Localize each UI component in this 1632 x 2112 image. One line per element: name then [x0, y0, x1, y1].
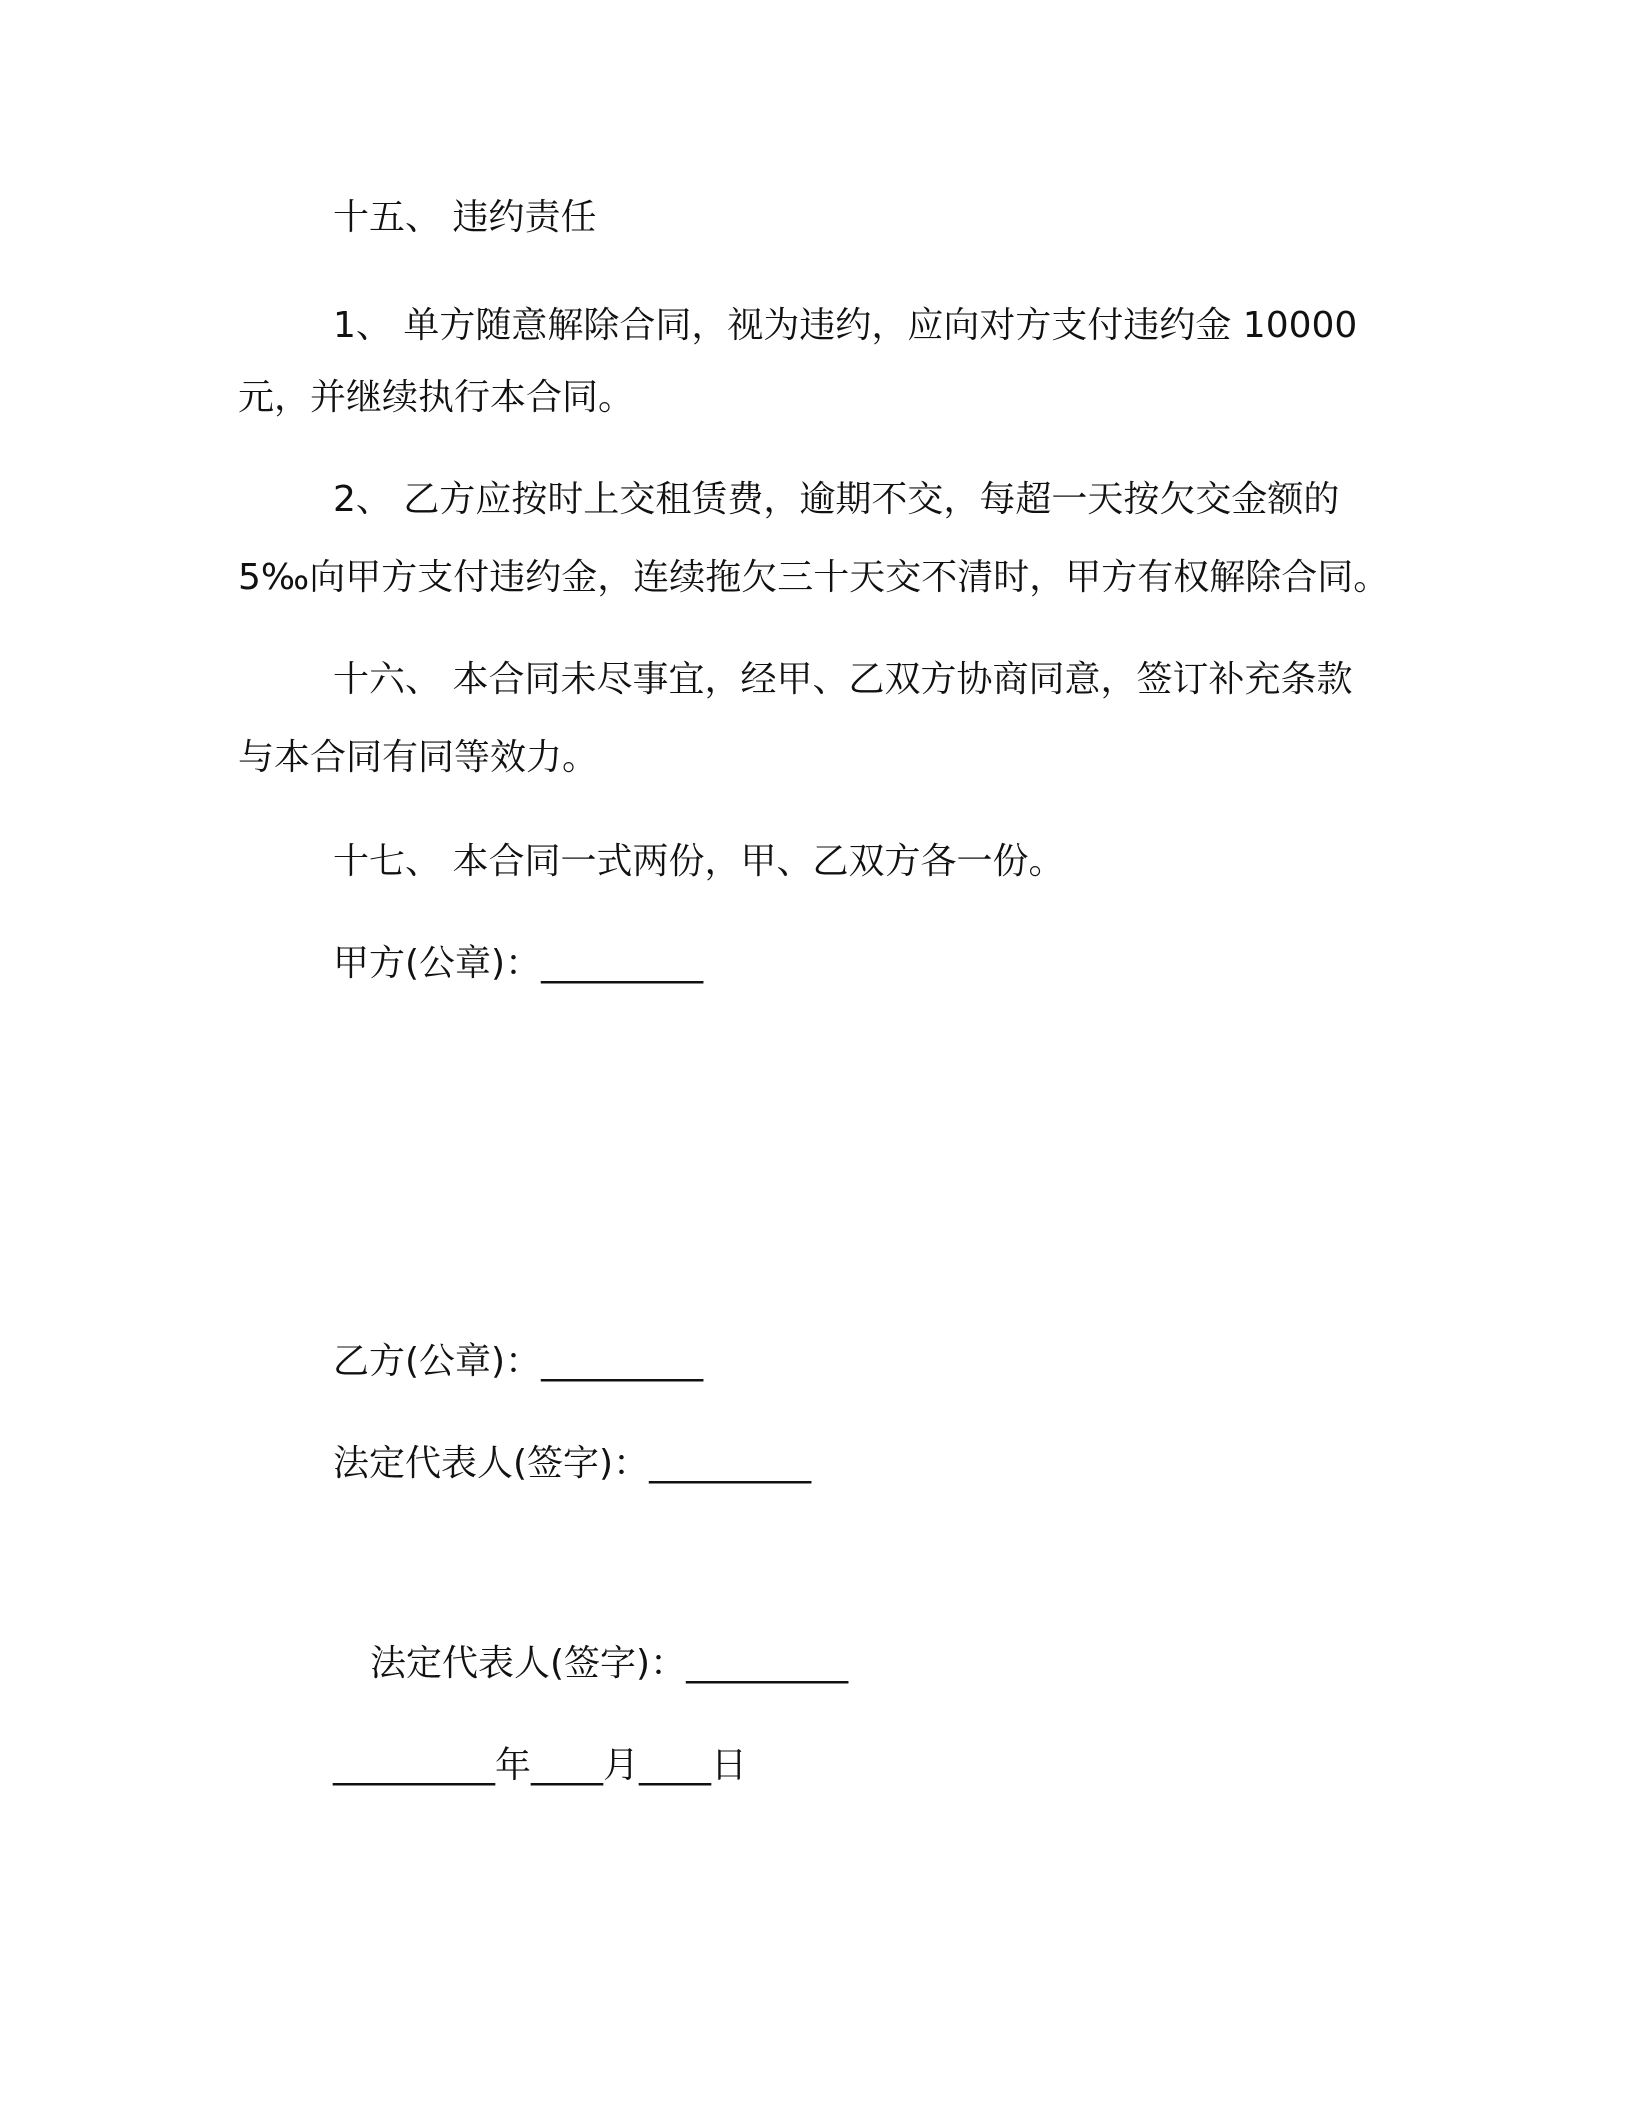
party-b-seal-line: 乙方(公章)：_________	[333, 1341, 704, 1382]
item2-line2: 5‰向甲方支付违约金，连续拖欠三十天交不清时，甲方有权解除合同。	[238, 557, 1390, 598]
section16-line2: 与本合同有同等效力。	[238, 737, 599, 778]
party-a-seal-line: 甲方(公章)：_________	[333, 943, 704, 984]
item2-line1: 2、 乙方应按时上交租赁费，逾期不交，每超一天按欠交金额的	[333, 479, 1340, 520]
date-line: _________年____月____日	[333, 1745, 747, 1786]
section16-line1: 十六、 本合同未尽事宜，经甲、乙双方协商同意，签订补充条款	[333, 659, 1353, 700]
section15-heading: 十五、 违约责任	[333, 197, 597, 238]
section17: 十七、 本合同一式两份，甲、乙双方各一份。	[333, 841, 1065, 882]
item1-line1: 1、 单方随意解除合同，视为违约，应向对方支付违约金 10000	[333, 305, 1358, 346]
legal-representative-signature-2: 法定代表人(签字)：_________	[370, 1643, 849, 1684]
legal-representative-signature-1: 法定代表人(签字)：_________	[333, 1443, 812, 1484]
item1-line2: 元，并继续执行本合同。	[238, 377, 635, 418]
